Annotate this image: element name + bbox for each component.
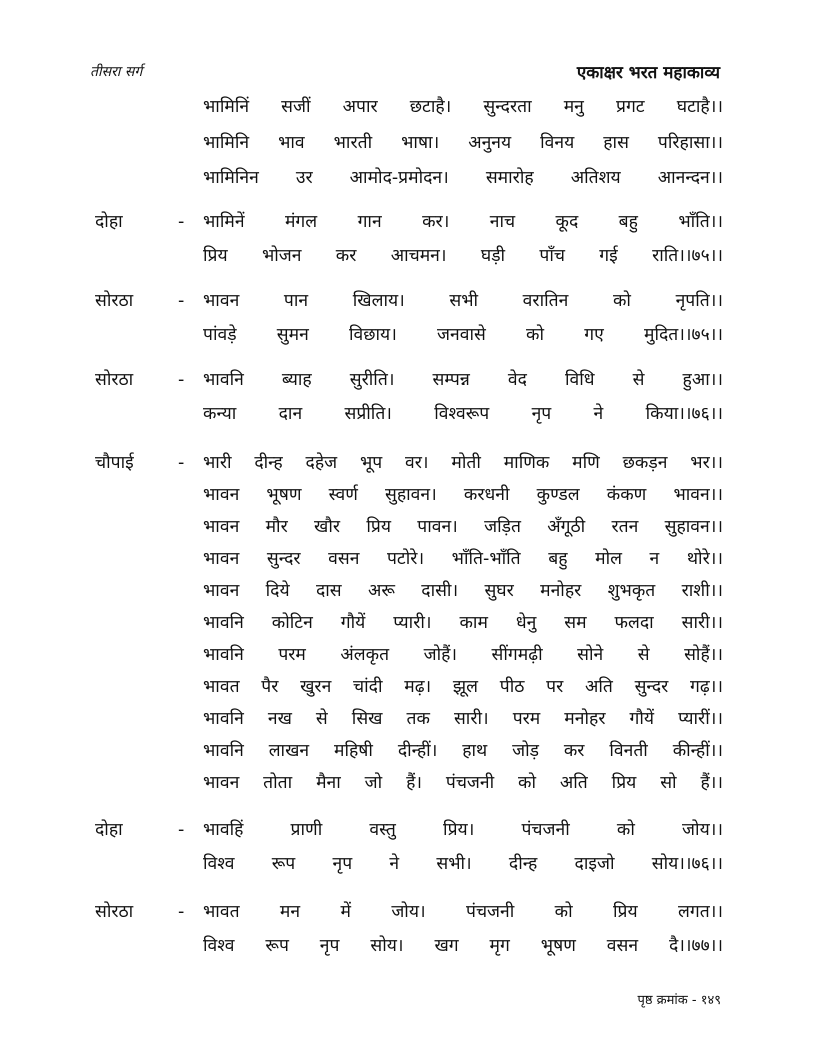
verse-line: भावनि नख से सिख तक सारी। परम मनोहर गौयें प्यारीं।। <box>203 709 723 729</box>
verse-line: भामिनि भाव भारती भाषा। अनुनय विनय हास परिहासा।। <box>203 133 723 153</box>
verse-line: भावनि परम अंलकृत जोहैं। सींगमढ़ी सोने से सोहैं।। <box>203 645 723 665</box>
verse-line: भारी दीन्ह दहेज भूप वर। मोती माणिक मणि छकड़न भर।। <box>203 453 723 473</box>
verse-line: भावन मौर खौर प्रिय पावन। जड़ित अँगूठी रतन सुहावन।। <box>203 517 723 537</box>
verse-label: सोरठा <box>95 291 134 311</box>
verse-line: भावन पान खिलाय। सभी वरातिन को नृपति।। <box>203 291 723 311</box>
verse-line: पांवड़े सुमन विछाय। जनवासे को गए मुदित।।७५।। <box>203 325 723 345</box>
verse-line: भावन भूषण स्वर्ण सुहावन। करधनी कुण्डल कंकण भावन।। <box>203 485 723 505</box>
verse-label: दोहा <box>95 212 123 232</box>
verse-label: सोरठा <box>95 902 134 922</box>
verse-line: कन्या दान सप्रीति। विश्वरूप नृप ने किया।।७६।। <box>203 404 723 424</box>
verse-label: चौपाई <box>95 453 134 473</box>
verse-line: भावत पैर खुरन चांदी मढ़। झूल पीठ पर अति सुन्दर गढ़।। <box>203 677 723 697</box>
verse-line: विश्व रूप नृप ने सभी। दीन्ह दाइजो सोय।।७६।। <box>203 854 723 874</box>
verse-dash: - <box>178 820 185 840</box>
verse-line: भामिनिं सजीं अपार छटाहै। सुन्दरता मनु प्रगट घटाहै।। <box>203 97 723 117</box>
verse-line: भावन तोता मैना जो हैं। पंचजनी को अति प्रिय सो हैं।। <box>203 773 723 793</box>
verse-line: भामिनिन उर आमोद-प्रमोदन। समारोह अतिशय आनन्दन।। <box>203 168 723 188</box>
verse-line: भावहिं प्राणी वस्तु प्रिय। पंचजनी को जोय।। <box>203 820 723 840</box>
chapter-header: तीसरा सर्ग <box>90 64 143 80</box>
verse-line: भामिनें मंगल गान कर। नाच कूद बहु भाँति।। <box>203 212 723 232</box>
verse-dash: - <box>178 291 185 311</box>
page-number: पृष्ठ क्रमांक - १४९ <box>637 993 721 1008</box>
verse-line: भावनि लाखन महिषी दीन्हीं। हाथ जोड़ कर विनती कीन्हीं।। <box>203 741 723 761</box>
verse-dash: - <box>178 902 185 922</box>
book-title-header: एकाक्षर भरत महाकाव्य <box>576 63 720 83</box>
verse-line: विश्व रूप नृप सोय। खग मृग भूषण वसन दै।।७७।। <box>203 936 723 956</box>
verse-dash: - <box>178 212 185 232</box>
verse-label: दोहा <box>95 820 123 840</box>
verse-line: भावत मन में जोय। पंचजनी को प्रिय लगत।। <box>203 902 723 922</box>
verse-line: भावनि कोटिन गौयें प्यारी। काम धेनु सम फलदा सारी।। <box>203 613 723 633</box>
verse-line: भावन दिये दास अरू दासी। सुघर मनोहर शुभकृत राशी।। <box>203 581 723 601</box>
verse-line: प्रिय भोजन कर आचमन। घड़ी पाँच गई राति।।७५।। <box>203 246 723 266</box>
verse-dash: - <box>178 453 185 473</box>
verse-line: भावन सुन्दर वसन पटोरे। भाँति-भाँति बहु मोल न थोरे।। <box>203 549 723 569</box>
verse-line: भावनि ब्याह सुरीति। सम्पन्न वेद विधि से हुआ।। <box>203 370 723 390</box>
verse-label: सोरठा <box>95 370 134 390</box>
verse-dash: - <box>178 370 185 390</box>
